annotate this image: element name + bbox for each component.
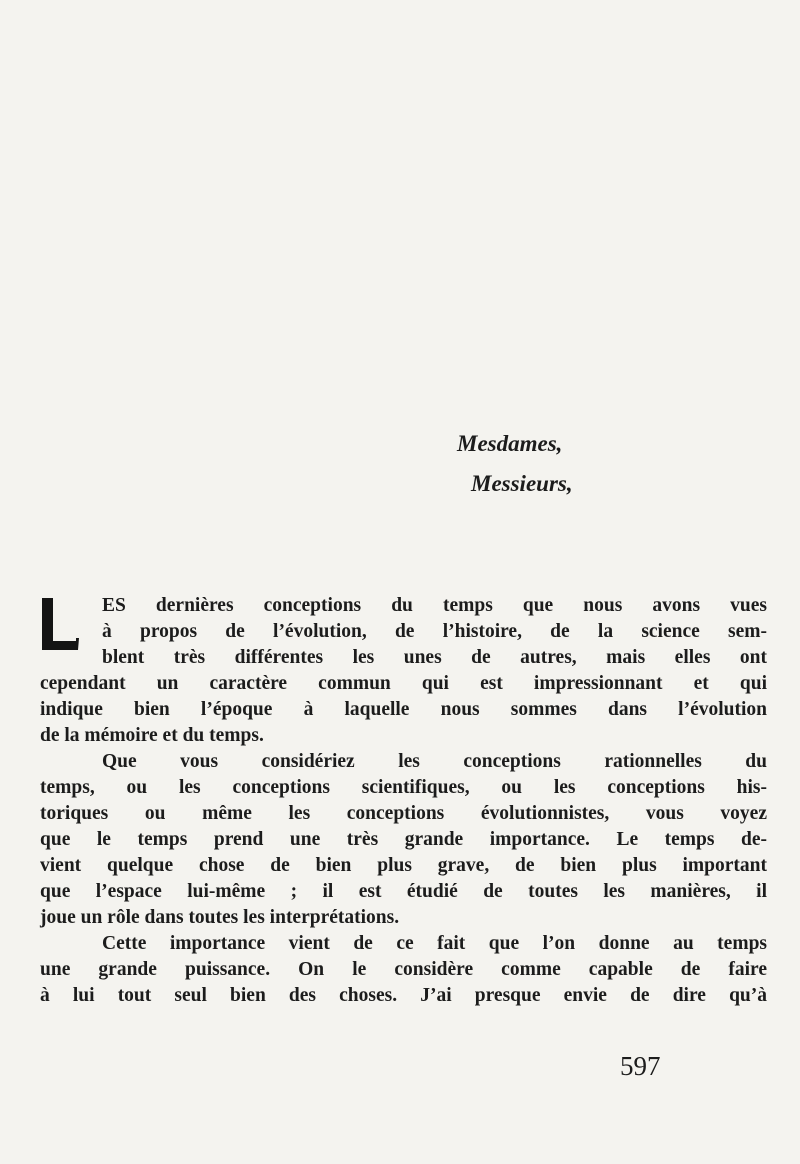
dropcap-letter-l bbox=[40, 596, 80, 652]
text-line-9: toriques ou même les conceptions évolutionnistes, vous voyez bbox=[40, 803, 767, 824]
salutation-messieurs: Messieurs, bbox=[471, 471, 573, 496]
text-line-15: une grande puissance. On le considère comme capable de faire bbox=[40, 959, 767, 980]
text-line-13: joue un rôle dans toutes les interprétations. bbox=[40, 907, 400, 928]
text-line-2: à propos de l’évolution, de l’histoire, de la science sem- bbox=[102, 621, 767, 642]
text-line-14: Cette importance vient de ce fait que l’on donne au temps bbox=[102, 933, 767, 954]
text-line-11: vient quelque chose de bien plus grave, de bien plus important bbox=[40, 855, 767, 876]
text-line-10: que le temps prend une très grande importance. Le temps de- bbox=[40, 829, 767, 850]
salutation-mesdames: Mesdames, bbox=[457, 431, 563, 456]
text-line-6: de la mémoire et du temps. bbox=[40, 725, 264, 746]
text-line-5: indique bien l’époque à laquelle nous sommes dans l’évolution bbox=[40, 699, 767, 720]
text-line-1: ES dernières conceptions du temps que nous avons vues bbox=[102, 595, 767, 616]
text-line-16: à lui tout seul bien des choses. J’ai presque envie de dire qu’à bbox=[40, 985, 767, 1006]
text-line-4: cependant un caractère commun qui est impressionnant et qui bbox=[40, 673, 767, 694]
page-number: 597 bbox=[620, 1051, 661, 1081]
dropcap-glyph bbox=[40, 596, 80, 652]
text-line-3: blent très différentes les unes de autres, mais elles ont bbox=[102, 647, 767, 668]
text-line-8: temps, ou les conceptions scientifiques, ou les conceptions his- bbox=[40, 777, 767, 798]
text-line-7: Que vous considériez les conceptions rationnelles du bbox=[102, 751, 767, 772]
text-line-12: que l’espace lui-même ; il est étudié de toutes les manières, il bbox=[40, 881, 767, 902]
